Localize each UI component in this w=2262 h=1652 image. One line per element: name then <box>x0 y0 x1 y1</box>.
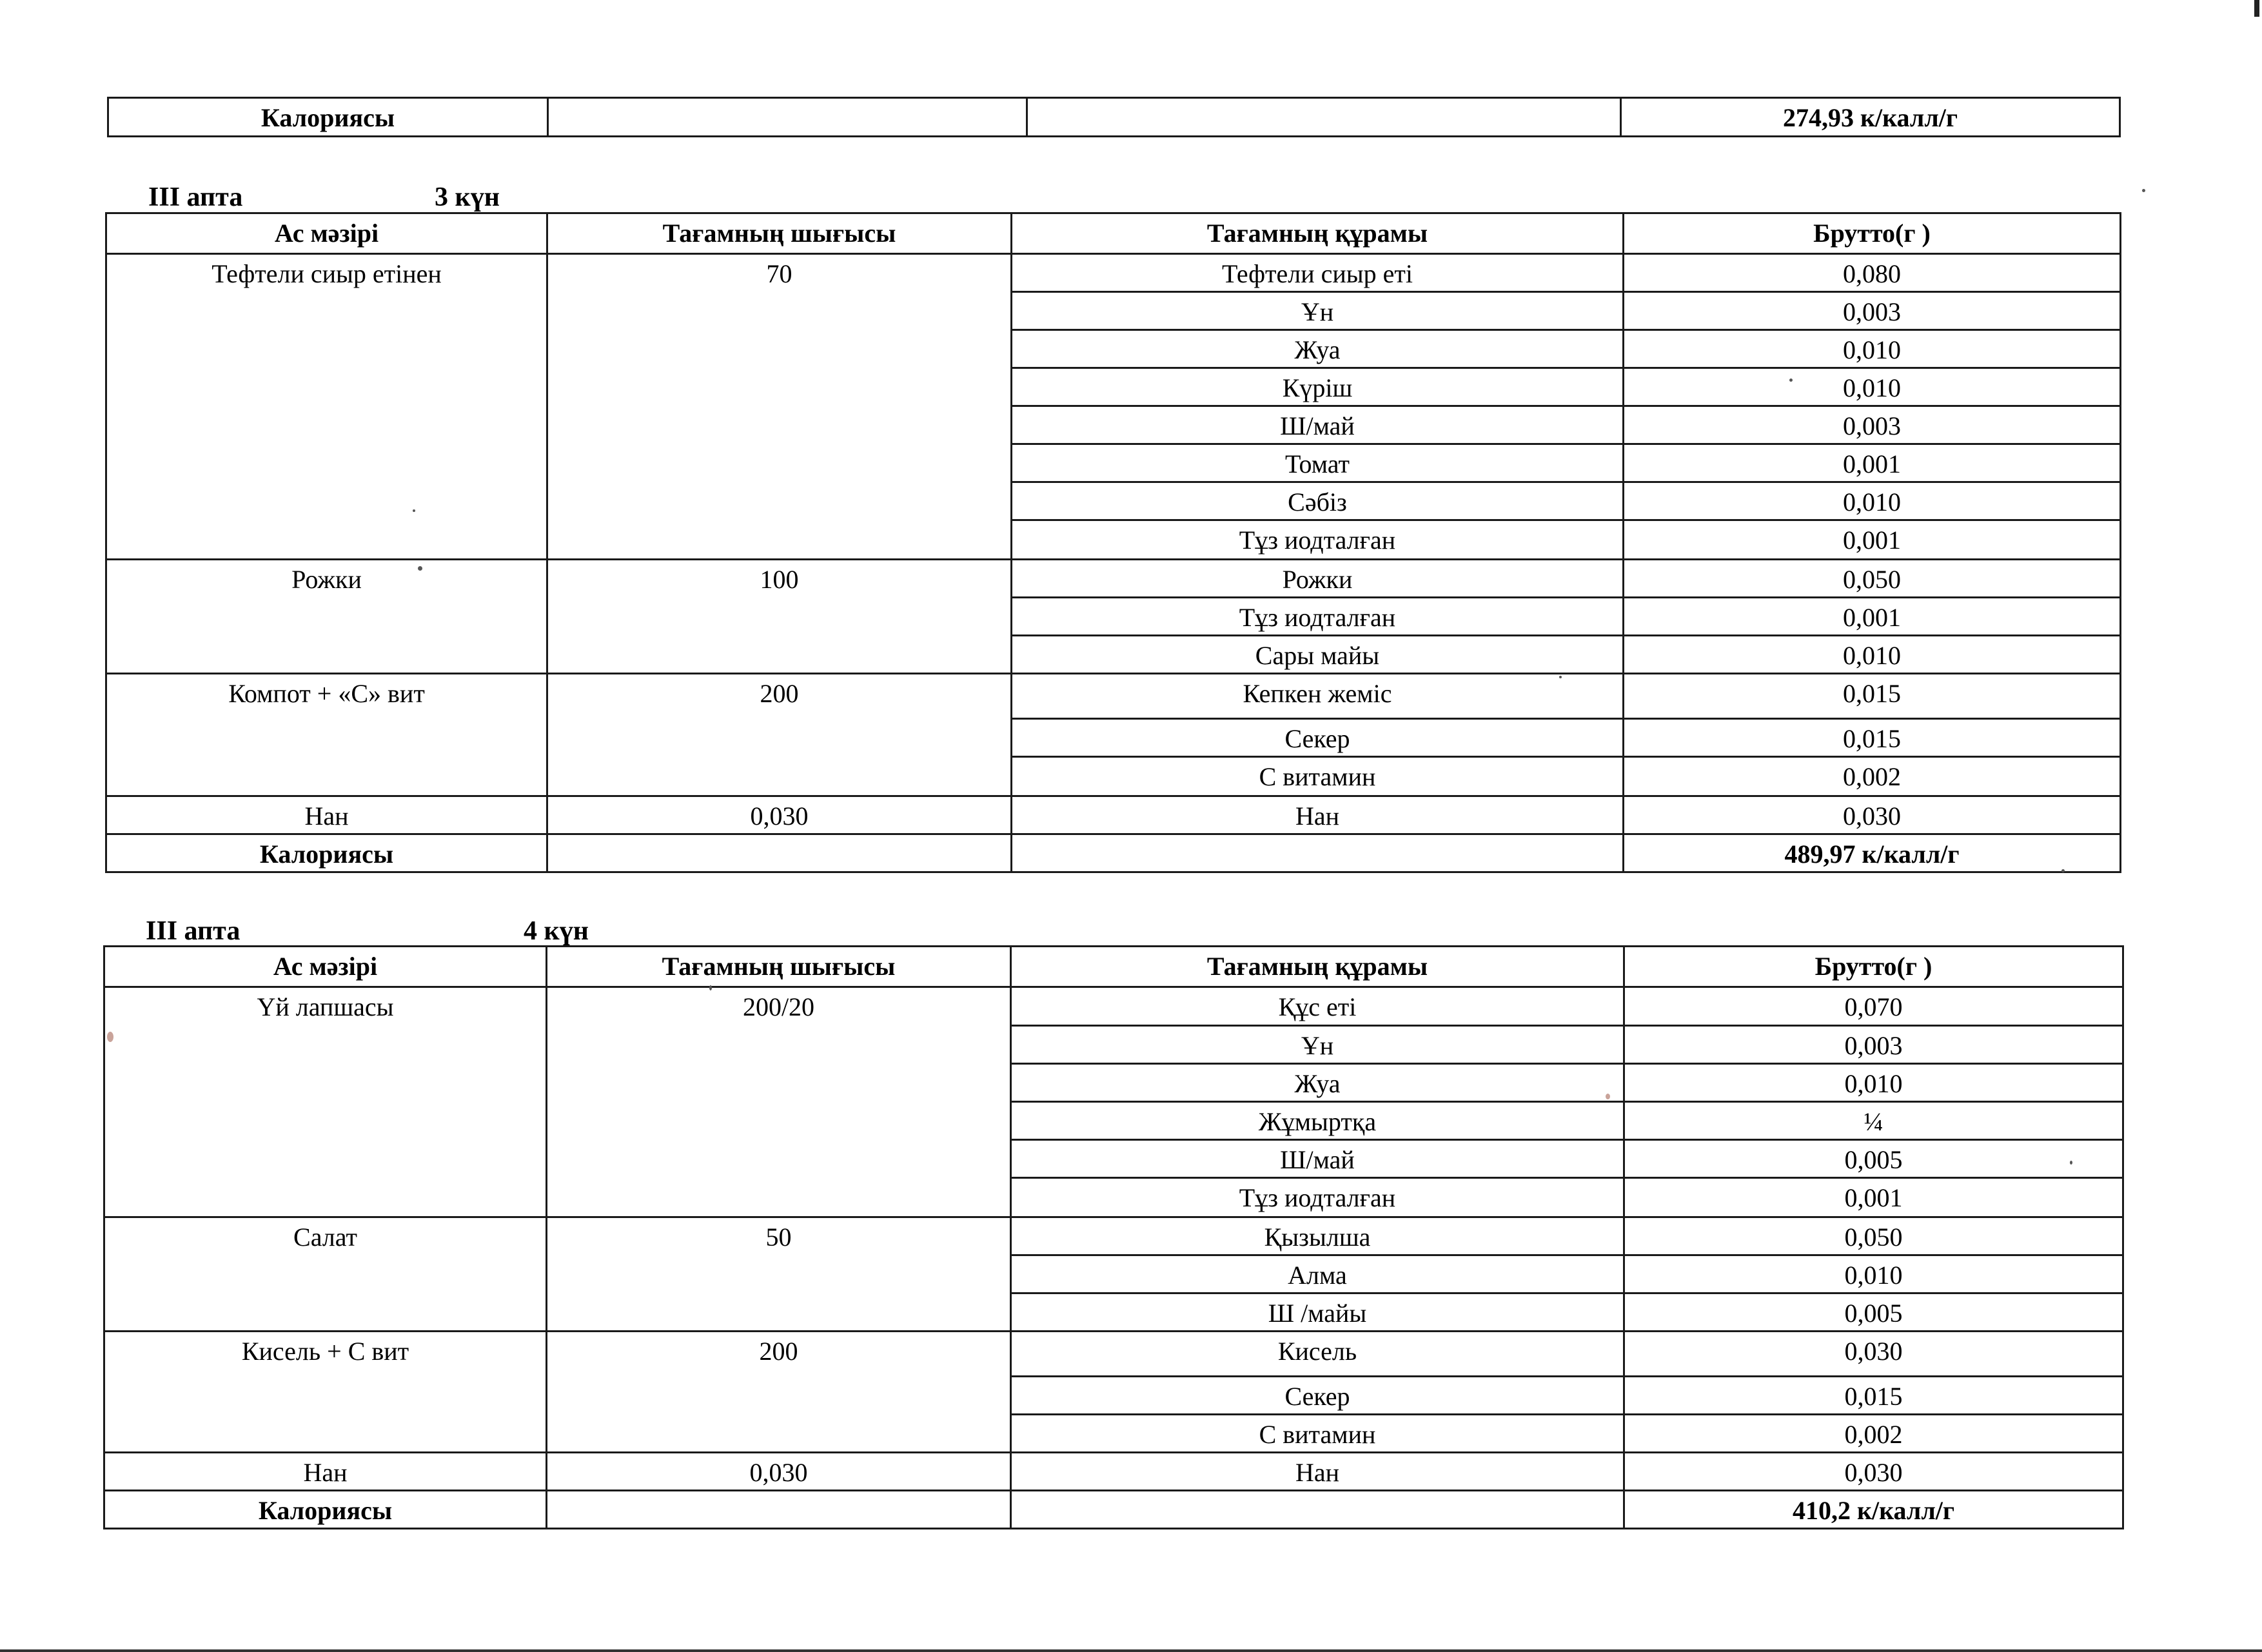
scan-speck <box>2142 189 2145 192</box>
ingredient-name: Ш/май <box>1011 1140 1624 1178</box>
scan-speck <box>1789 379 1793 382</box>
column-header: Ас мәзірі <box>106 213 547 254</box>
dish-output: 200 <box>547 1332 1011 1453</box>
ingredient-name: Жұмыртқа <box>1011 1102 1624 1140</box>
ingredient-gross: 0,015 <box>1624 674 2121 719</box>
table-row <box>106 560 2121 598</box>
ingredient-gross: 0,002 <box>1624 1415 2123 1453</box>
column-header: Тағамның құрамы <box>1012 213 1624 254</box>
ingredient-name: Секер <box>1011 1377 1624 1415</box>
ingredient-name: Қызылша <box>1011 1217 1624 1255</box>
ingredient-name: С витамин <box>1011 1415 1624 1453</box>
ingredient-gross: 0,005 <box>1624 1140 2123 1178</box>
ingredient-gross: 0,003 <box>1624 292 2121 330</box>
ingredient-gross: 0,070 <box>1624 987 2123 1026</box>
ingredient-gross: 0,010 <box>1624 1255 2123 1293</box>
ingredient-name: Күріш <box>1012 368 1624 406</box>
column-header: Брутто(г ) <box>1624 213 2121 254</box>
day3-heading <box>148 182 500 213</box>
ingredient-name: Жуа <box>1011 1064 1624 1102</box>
ingredient-name: Жуа <box>1012 330 1624 368</box>
scan-edge-line <box>0 1649 2262 1652</box>
dish-output: 0,030 <box>547 796 1012 834</box>
scan-edge-mark <box>2254 0 2259 17</box>
dish-output: 200 <box>547 674 1012 796</box>
ingredient-name: Нан <box>1012 796 1624 834</box>
dish-name: Үй лапшасы <box>104 987 547 1217</box>
dish-output: 200/20 <box>547 987 1011 1217</box>
dish-name: Компот + «С» вит <box>106 674 547 796</box>
ingredient-gross: 0,010 <box>1624 368 2121 406</box>
ingredient-name: Кисель <box>1011 1332 1624 1377</box>
dish-name: Нан <box>106 796 547 834</box>
ingredient-gross: 0,001 <box>1624 520 2121 560</box>
day3-menu-table <box>105 212 2121 873</box>
dish-name: Кисель + С вит <box>104 1332 547 1453</box>
ingredient-gross: 0,001 <box>1624 444 2121 482</box>
total-label: Калориясы <box>104 1491 547 1529</box>
scan-speck <box>2070 1161 2072 1165</box>
total-label: Калориясы <box>106 834 547 872</box>
ingredient-name: Тұз иодталған <box>1012 520 1624 560</box>
total-value: 489,97 к/калл/г <box>1624 834 2121 872</box>
total-value: 410,2 к/калл/г <box>1624 1491 2123 1529</box>
dish-name: Тефтели сиыр етінен <box>106 254 547 560</box>
day4-day: 4 күн <box>524 916 589 946</box>
dish-name: Рожки <box>106 560 547 674</box>
ingredient-gross: 0,010 <box>1624 1064 2123 1102</box>
ingredient-gross: 0,080 <box>1624 254 2121 292</box>
table-row <box>106 674 2121 719</box>
ingredient-gross: 0,003 <box>1624 1026 2123 1064</box>
ingredient-name: Тефтели сиыр еті <box>1012 254 1624 292</box>
table-row <box>104 987 2123 1026</box>
dish-name: Салат <box>104 1217 547 1332</box>
column-header: Тағамның құрамы <box>1011 947 1624 987</box>
ingredient-gross: 0,050 <box>1624 1217 2123 1255</box>
ingredient-gross: 0,010 <box>1624 330 2121 368</box>
ingredient-gross: 0,001 <box>1624 598 2121 636</box>
ingredient-gross: 0,030 <box>1624 796 2121 834</box>
day4-week: III апта <box>146 916 241 946</box>
column-header: Брутто(г ) <box>1624 947 2123 987</box>
ingredient-name: Алма <box>1011 1255 1624 1293</box>
dish-output: 100 <box>547 560 1012 674</box>
scan-speck <box>1606 1094 1610 1099</box>
top-calorie-table <box>107 97 2121 137</box>
ingredient-name: Ш/май <box>1012 406 1624 444</box>
ingredient-name: Кепкен жеміс <box>1012 674 1624 719</box>
scan-speck <box>1559 676 1562 678</box>
scan-speck <box>709 985 712 990</box>
day3-day: 3 күн <box>435 182 500 212</box>
table-row <box>104 1332 2123 1377</box>
ingredient-gross: 0,005 <box>1624 1293 2123 1332</box>
ingredient-gross: 0,015 <box>1624 1377 2123 1415</box>
header-row <box>106 213 2121 254</box>
table-row <box>104 1217 2123 1255</box>
column-header: Ас мәзірі <box>104 947 547 987</box>
ingredient-name: Ш /майы <box>1011 1293 1624 1332</box>
dish-output: 0,030 <box>547 1453 1011 1491</box>
ingredient-gross: 0,050 <box>1624 560 2121 598</box>
ingredient-name: Нан <box>1011 1453 1624 1491</box>
ingredient-gross: 0,030 <box>1624 1332 2123 1377</box>
ingredient-gross: 0,002 <box>1624 757 2121 796</box>
table-row <box>106 254 2121 292</box>
ingredient-name: Рожки <box>1012 560 1624 598</box>
ingredient-name: Тұз иодталған <box>1011 1178 1624 1217</box>
scan-speck <box>413 509 415 512</box>
ingredient-name: Сәбіз <box>1012 482 1624 520</box>
ingredient-gross: 0,010 <box>1624 636 2121 674</box>
column-header: Тағамның шығысы <box>547 213 1012 254</box>
ingredient-name: С витамин <box>1012 757 1624 796</box>
scan-speck <box>2061 869 2065 872</box>
table-row <box>106 796 2121 834</box>
calorie-value: 274,93 к/калл/г <box>1621 98 2120 137</box>
ingredient-gross: ¼ <box>1624 1102 2123 1140</box>
calorie-label: Калориясы <box>108 98 548 137</box>
dish-output: 50 <box>547 1217 1011 1332</box>
header-row <box>104 947 2123 987</box>
scan-speck <box>107 1032 113 1042</box>
dish-output: 70 <box>547 254 1012 560</box>
dish-name: Нан <box>104 1453 547 1491</box>
ingredient-gross: 0,030 <box>1624 1453 2123 1491</box>
ingredient-name: Ұн <box>1011 1026 1624 1064</box>
ingredient-name: Тұз иодталған <box>1012 598 1624 636</box>
scan-speck <box>418 566 422 571</box>
ingredient-gross: 0,001 <box>1624 1178 2123 1217</box>
day3-week: III апта <box>148 182 243 212</box>
ingredient-gross: 0,015 <box>1624 719 2121 757</box>
ingredient-name: Құс еті <box>1011 987 1624 1026</box>
ingredient-gross: 0,010 <box>1624 482 2121 520</box>
column-header: Тағамның шығысы <box>547 947 1011 987</box>
table-row <box>104 1453 2123 1491</box>
ingredient-gross: 0,003 <box>1624 406 2121 444</box>
ingredient-name: Сары майы <box>1012 636 1624 674</box>
day4-menu-table <box>103 945 2124 1529</box>
ingredient-name: Томат <box>1012 444 1624 482</box>
total-row <box>106 834 2121 872</box>
day4-heading <box>146 916 589 947</box>
ingredient-name: Секер <box>1012 719 1624 757</box>
total-row <box>104 1491 2123 1529</box>
ingredient-name: Ұн <box>1012 292 1624 330</box>
